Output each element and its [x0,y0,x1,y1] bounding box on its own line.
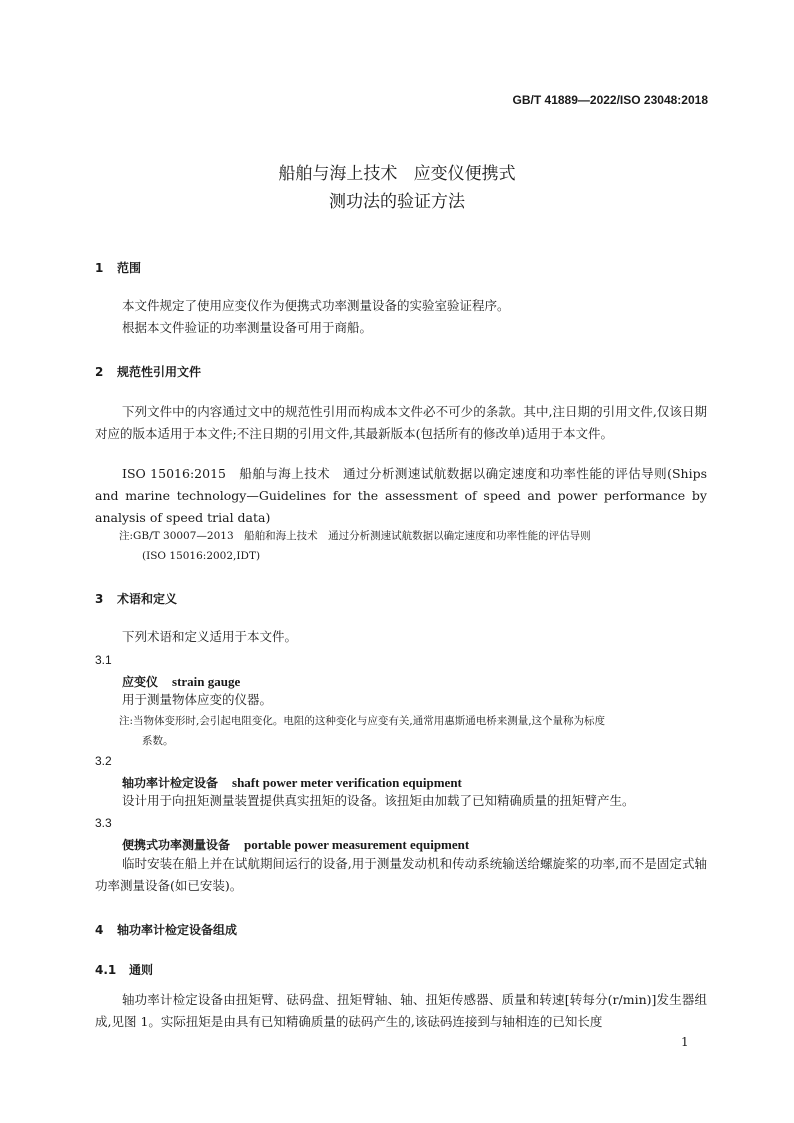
term-chinese: 应变仪 [122,675,159,689]
term-definition: 用于测量物体应变的仪器。 [122,692,273,707]
term-entry [122,673,240,690]
section-2-heading [95,363,201,380]
subsection-number: 4.1 [95,963,117,977]
section-number: 3 [95,592,104,606]
section-number: 2 [95,365,104,379]
paragraph: 轴功率计检定设备由扭矩臂、砝码盘、扭矩臂轴、轴、扭矩传感器、质量和转速[转每分(r/min)]发生器组成,见图 1。实际扭矩是由具有已知精确质量的砝码产生的,该砝码连接到与轴相连的已知长度 [95,992,707,1029]
term-number: 3.1 [95,653,112,667]
paragraph: 下列术语和定义适用于本文件。 [122,629,298,644]
standard-code: GB/T 41889—2022/ISO 23048:2018 [512,93,708,107]
section-number: 1 [95,261,104,275]
term-definition: 设计用于向扭矩测量装置提供真实扭矩的设备。该扭矩由加载了已知精确质量的扭矩臂产生。 [122,793,635,808]
term-number: 3.2 [95,754,112,768]
note-line: (ISO 15016:2002,IDT) [142,550,261,562]
term-number: 3.3 [95,816,112,830]
normative-reference: ISO 15016:2015 船舶与海上技术 通过分析测速试航数据以确定速度和功率性能的评估导则(Ships and marine technology—Guidelines for the assessment of speed and power performance by analysis of speed trial data) [95,466,707,525]
document-title [0,160,794,216]
section-title: 规范性引用文件 [117,365,202,379]
note-line: 系数。 [142,735,174,747]
section-1-heading [95,259,141,276]
section-title: 范围 [117,261,142,275]
term-english: shaft power meter verification equipment [232,775,462,790]
section-title: 轴功率计检定设备组成 [117,923,238,937]
note-line: 注:GB/T 30007—2013 船舶和海上技术 通过分析测速试航数据以确定速度和功率性能的评估导则 [119,530,591,542]
term-entry [122,836,469,853]
section-number: 4 [95,923,104,937]
section-4-heading [95,921,237,938]
term-english: portable power measurement equipment [244,837,470,852]
subsection-4-1-heading [95,961,153,978]
title-line-1: 船舶与海上技术 应变仪便携式 [278,164,516,184]
subsection-title: 通则 [129,963,154,977]
section-title: 术语和定义 [117,592,178,606]
note [119,526,709,566]
term-chinese: 便携式功率测量设备 [122,838,231,852]
paragraph: 本文件规定了使用应变仪作为便携式功率测量设备的实验室验证程序。 [122,298,510,313]
paragraph: 根据本文件验证的功率测量设备可用于商船。 [122,320,373,335]
note-line: 注:当物体变形时,会引起电阻变化。电阻的这种变化与应变有关,通常用惠斯通电桥来测量,这个量称为标度 [119,715,606,727]
term-entry [122,774,462,791]
term-chinese: 轴功率计检定设备 [122,776,219,790]
term-definition: 临时安装在船上并在试航期间运行的设备,用于测量发动机和传动系统输送给螺旋桨的功率,而不是固定式轴功率测量设备(如已安装)。 [95,856,707,893]
paragraph: 下列文件中的内容通过文中的规范性引用而构成本文件必不可少的条款。其中,注日期的引用文件,仅该日期对应的版本适用于本文件;不注日期的引用文件,其最新版本(包括所有的修改单)适用于本文件。 [95,404,707,441]
term-english: strain gauge [172,674,241,689]
note [119,711,709,751]
title-line-2: 测功法的验证方法 [329,192,465,212]
page-number: 1 [681,1035,689,1049]
section-3-heading [95,590,177,607]
